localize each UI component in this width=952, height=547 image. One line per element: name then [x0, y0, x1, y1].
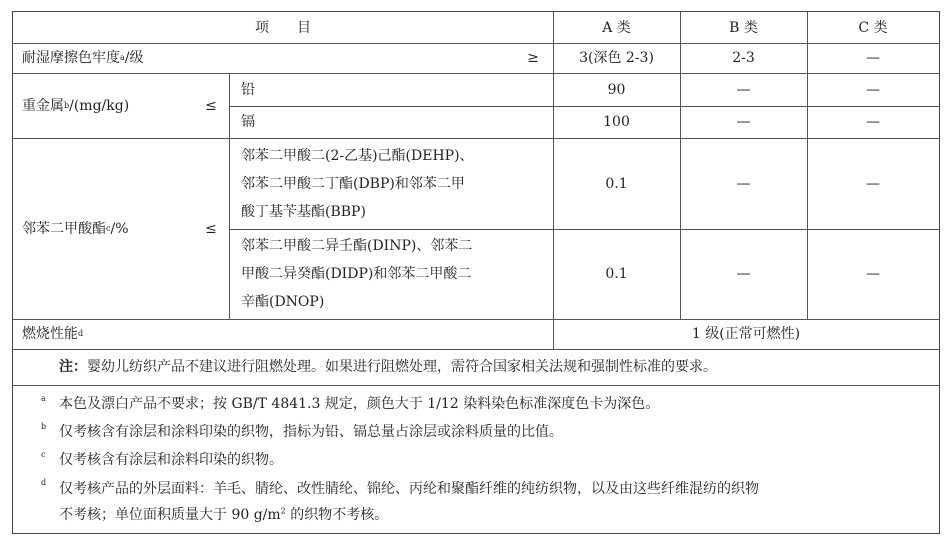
phthalate-group1-line: 酸丁基苄基酯(BBP) [241, 204, 366, 220]
footnote-text: 仅考核含有涂层和涂料印染的织物，指标为铅、镉总量占涂层或涂料质量的比值。 [59, 424, 563, 440]
phthalate-group2-line: 辛酯(DNOP) [241, 294, 325, 310]
phthalate-label: 邻苯二甲酸酯 c /% [22, 138, 202, 319]
header-item [13, 12, 553, 43]
footnote-d-exponent: 2 [280, 506, 286, 516]
phthalate-group1-value-c: — [866, 175, 880, 192]
phthalate-group2-names [241, 232, 551, 317]
phthalate-group2-line: 甲酸二异癸酯(DIDP)和邻苯二甲酸二 [241, 266, 472, 282]
flammability-text: 燃烧性能 [22, 326, 78, 342]
phthalate-group1-value-b: — [736, 175, 751, 192]
wet-rubbing-value-c: — [866, 50, 880, 66]
lead-value-b: — [736, 81, 751, 98]
heavy-metal-operator: ≤ [205, 97, 217, 114]
note-text: 婴幼儿纺织产品不建议进行阻燃处理。如果进行阻燃处理，需符合国家相关法规和强制性标准的要求。 [87, 359, 717, 375]
footnote-b [13, 420, 939, 444]
cadmium-value-b: — [736, 114, 751, 130]
phthalate-unit: /% [110, 220, 129, 237]
cadmium-value-a: 100 [603, 114, 630, 130]
footnote-a [13, 392, 939, 416]
footnote-mark: b [41, 422, 47, 431]
wet-rubbing-value-b: 2-3 [732, 50, 755, 66]
lead-label: 铅 [241, 81, 255, 98]
grid-line [229, 73, 230, 319]
footnote-mark: d [41, 478, 47, 487]
header-class-c: C 类 [858, 19, 888, 36]
footnote-d-line1: 仅考核产品的外层面料：羊毛、腈纶、改性腈纶、锦纶、丙纶和聚酯纤维的纯纺织物，以及由这些纤维混纺的织物 [59, 481, 759, 497]
footnote-text [59, 476, 929, 528]
phthalate-group1-line: 邻苯二甲酸二(2-乙基)己酯(DEHP)、 [241, 148, 474, 164]
phthalate-text: 邻苯二甲酸酯 [22, 220, 106, 237]
phthalate-group1-value-a: 0.1 [605, 175, 628, 192]
wet-rubbing-text: 耐湿摩擦色牢度 [22, 50, 120, 66]
header-class-a: A 类 [602, 19, 631, 36]
wet-rubbing-value-a: 3(深色 2-3) [579, 50, 654, 66]
phthalate-group2-value-c: — [866, 266, 880, 282]
lead-value-a: 90 [607, 81, 626, 98]
footnote-d-line2-pre: 不考核；单位面积质量大于 90 g/m [59, 507, 281, 523]
heavy-metal-text: 重金属 [22, 97, 64, 114]
cadmium-label: 镉 [241, 114, 255, 130]
standard-table-document [12, 11, 940, 534]
footnote-text: 仅考核含有涂层和涂料印染的织物。 [59, 452, 283, 468]
note-label: 注： [59, 359, 87, 375]
grid-line [13, 385, 939, 386]
lead-value-c: — [866, 81, 880, 98]
flammability-value: 1 级(正常可燃性) [691, 326, 801, 342]
header-class-b: B 类 [729, 19, 758, 36]
footnote-text: 本色及漂白产品不要求；按 GB/T 4841.3 规定，颜色大于 1/12 染料染色标准深度色卡为深色。 [59, 396, 660, 412]
footnote-d-line2-post: 的织物不考核。 [285, 507, 389, 523]
heavy-metal-unit: /(mg/kg) [69, 97, 130, 114]
cadmium-value-c: — [866, 114, 880, 130]
phthalate-group1-line: 邻苯二甲酸二丁酯(DBP)和邻苯二甲 [241, 176, 465, 192]
footnote-d [13, 476, 939, 528]
phthalate-group2-line: 邻苯二甲酸二异壬酯(DINP)、邻苯二 [241, 238, 473, 254]
heavy-metal-label: 重金属 b /(mg/kg) [22, 73, 202, 138]
phthalate-operator: ≤ [205, 220, 217, 237]
wet-rubbing-unit: /级 [124, 50, 144, 66]
wet-rubbing-label: 耐湿摩擦色牢度 a /级 [22, 43, 502, 73]
flammability-label: 燃烧性能 d [22, 319, 522, 349]
wet-rubbing-operator: ≥ [527, 50, 539, 66]
footnote-mark: c [41, 450, 46, 459]
phthalate-group2-value-a: 0.1 [605, 266, 628, 282]
footnote-mark: a [41, 394, 46, 403]
header-item-label: 项 目 [255, 19, 311, 36]
table-note [59, 349, 929, 385]
footnote-c [13, 448, 939, 472]
phthalate-group2-value-b: — [736, 266, 751, 282]
phthalate-group1-names [241, 142, 551, 227]
